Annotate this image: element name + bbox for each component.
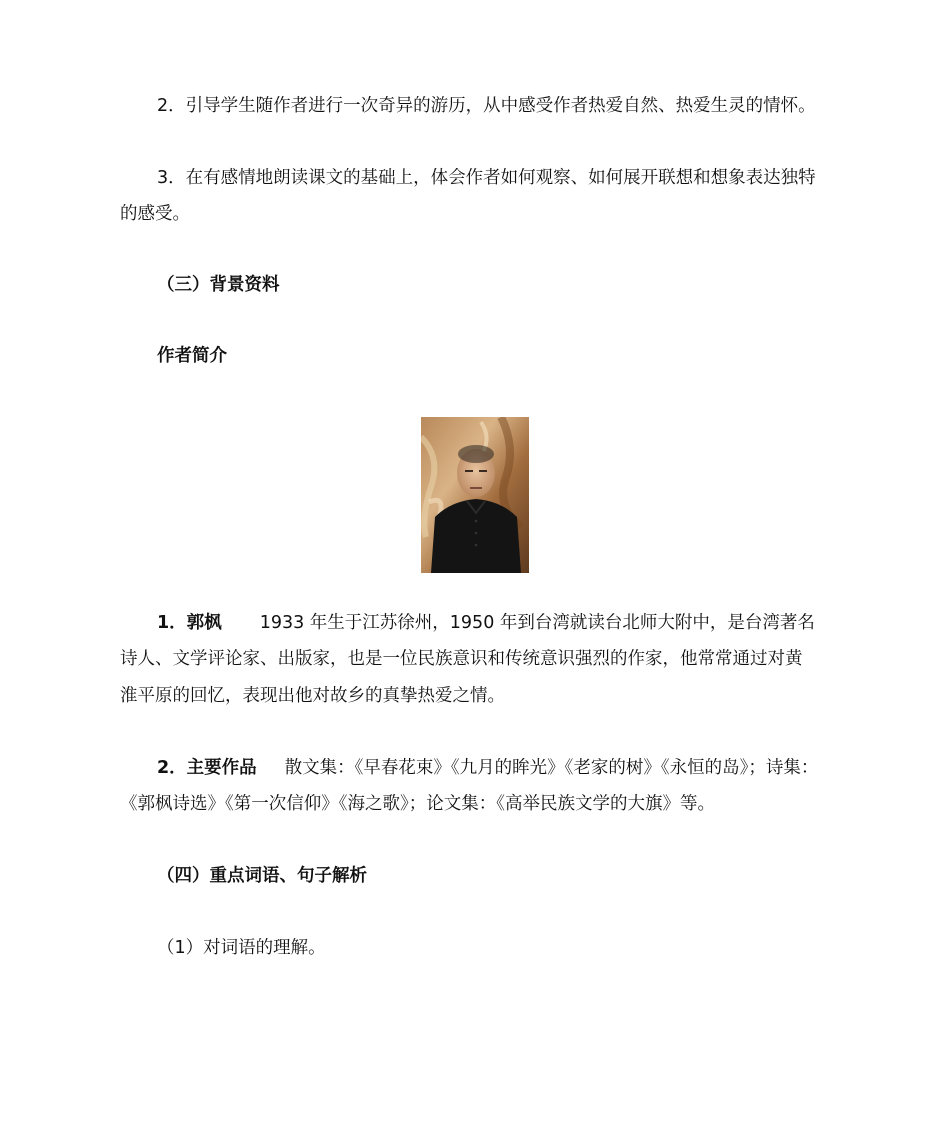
author-bio-text: 1933 年生于江苏徐州，1950 年到台湾就读台北师大附中，是台湾著名 xyxy=(259,613,815,633)
author-entry-line-2: 诗人、文学评论家、出版家，也是一位民族意识和传统意识强烈的作家，他常常通过对黄 xyxy=(120,649,803,669)
objective-item-3-line-1: 3．在有感情地朗读课文的基础上，体会作者如何观察、如何展开联想和想象表达独特 xyxy=(157,168,816,188)
author-name-label: 1．郭枫 xyxy=(157,613,222,633)
works-entry-line-1 xyxy=(157,751,877,785)
objective-item-3-line-2: 的感受。 xyxy=(120,204,190,224)
section-heading-background: （三）背景资料 xyxy=(157,275,280,295)
author-entry-line-1 xyxy=(157,606,877,640)
works-text: 散文集：《早春花束》《九月的眸光》《老家的树》《永恒的岛》；诗集： xyxy=(284,758,819,778)
author-intro-heading: 作者简介 xyxy=(157,346,227,366)
section-heading-key-words: （四）重点词语、句子解析 xyxy=(157,866,367,886)
works-entry-line-2: 《郭枫诗选》《第一次信仰》《海之歌》；论文集：《高举民族文学的大旗》等。 xyxy=(120,794,715,814)
author-portrait-photo xyxy=(421,417,529,573)
word-understanding-item: （1）对词语的理解。 xyxy=(157,938,326,958)
author-entry-line-3: 淮平原的回忆，表现出他对故乡的真挚热爱之情。 xyxy=(120,686,505,706)
objective-item-2: 2．引导学生随作者进行一次奇异的游历，从中感受作者热爱自然、热爱生灵的情怀。 xyxy=(157,96,816,116)
works-label: 2．主要作品 xyxy=(157,758,257,778)
